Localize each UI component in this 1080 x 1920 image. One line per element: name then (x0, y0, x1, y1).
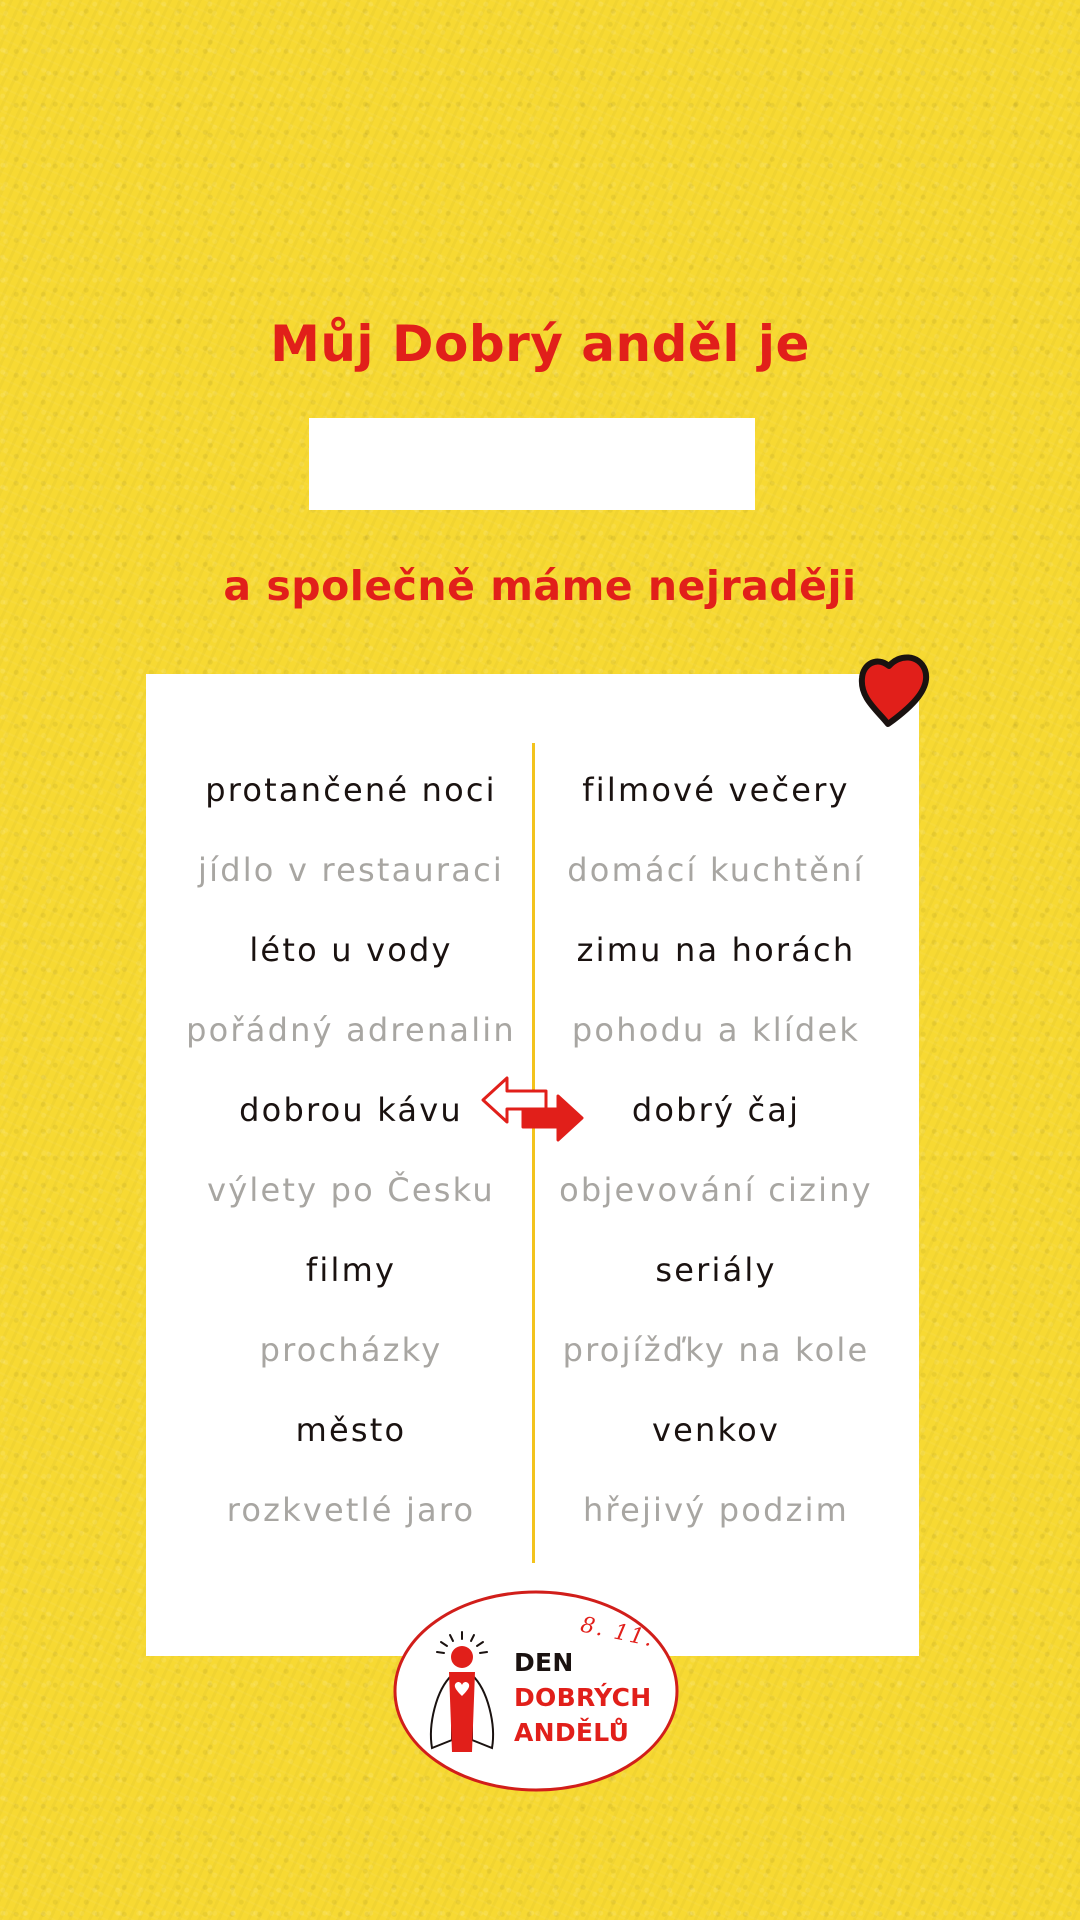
right-choice[interactable]: pohodu a klídek (571, 1011, 861, 1049)
right-choice[interactable]: filmové večery (582, 771, 850, 809)
logo-line-dobrych: DOBRÝCH (514, 1683, 652, 1712)
left-choice[interactable]: protančené noci (205, 771, 497, 809)
left-choice[interactable]: procházky (259, 1331, 443, 1369)
left-choice[interactable]: město (295, 1411, 407, 1449)
right-choice[interactable]: hřejivý podzim (582, 1491, 850, 1529)
angel-icon (422, 1630, 502, 1760)
right-choice[interactable]: zimu na horách (576, 931, 856, 969)
left-choice[interactable]: výlety po Česku (207, 1171, 495, 1209)
right-choice[interactable]: dobrý čaj (631, 1091, 801, 1129)
page-title: Můj Dobrý anděl je (270, 315, 810, 373)
right-choice[interactable]: objevování ciziny (559, 1171, 873, 1209)
left-choice[interactable]: léto u vody (249, 931, 453, 969)
right-choice[interactable]: seriály (655, 1251, 777, 1289)
left-choice[interactable]: rozkvetlé jaro (226, 1491, 476, 1529)
den-dobrych-andelu-logo (392, 1590, 680, 1793)
angel-name-input[interactable] (309, 418, 755, 510)
right-choice[interactable]: projížďky na kole (562, 1331, 870, 1369)
logo-text (514, 1645, 652, 1750)
heart-icon (855, 648, 935, 728)
right-choice[interactable]: venkov (651, 1411, 780, 1449)
swap-arrows-icon (480, 1073, 585, 1148)
logo-line-andelu: ANDĚLŮ (514, 1718, 630, 1747)
left-choice[interactable]: pořádný adrenalin (186, 1011, 516, 1049)
left-choice[interactable]: jídlo v restauraci (198, 851, 504, 889)
left-choice[interactable]: dobrou kávu (239, 1091, 463, 1129)
right-choices-list (526, 750, 906, 1550)
left-choices-list (161, 750, 541, 1550)
right-choice[interactable]: domácí kuchtění (567, 851, 865, 889)
left-choice[interactable]: filmy (305, 1251, 397, 1289)
logo-date: 8. 11. (578, 1612, 657, 1653)
subtitle: a společně máme nejraději (223, 562, 857, 610)
logo-line-den: DEN (514, 1648, 574, 1677)
